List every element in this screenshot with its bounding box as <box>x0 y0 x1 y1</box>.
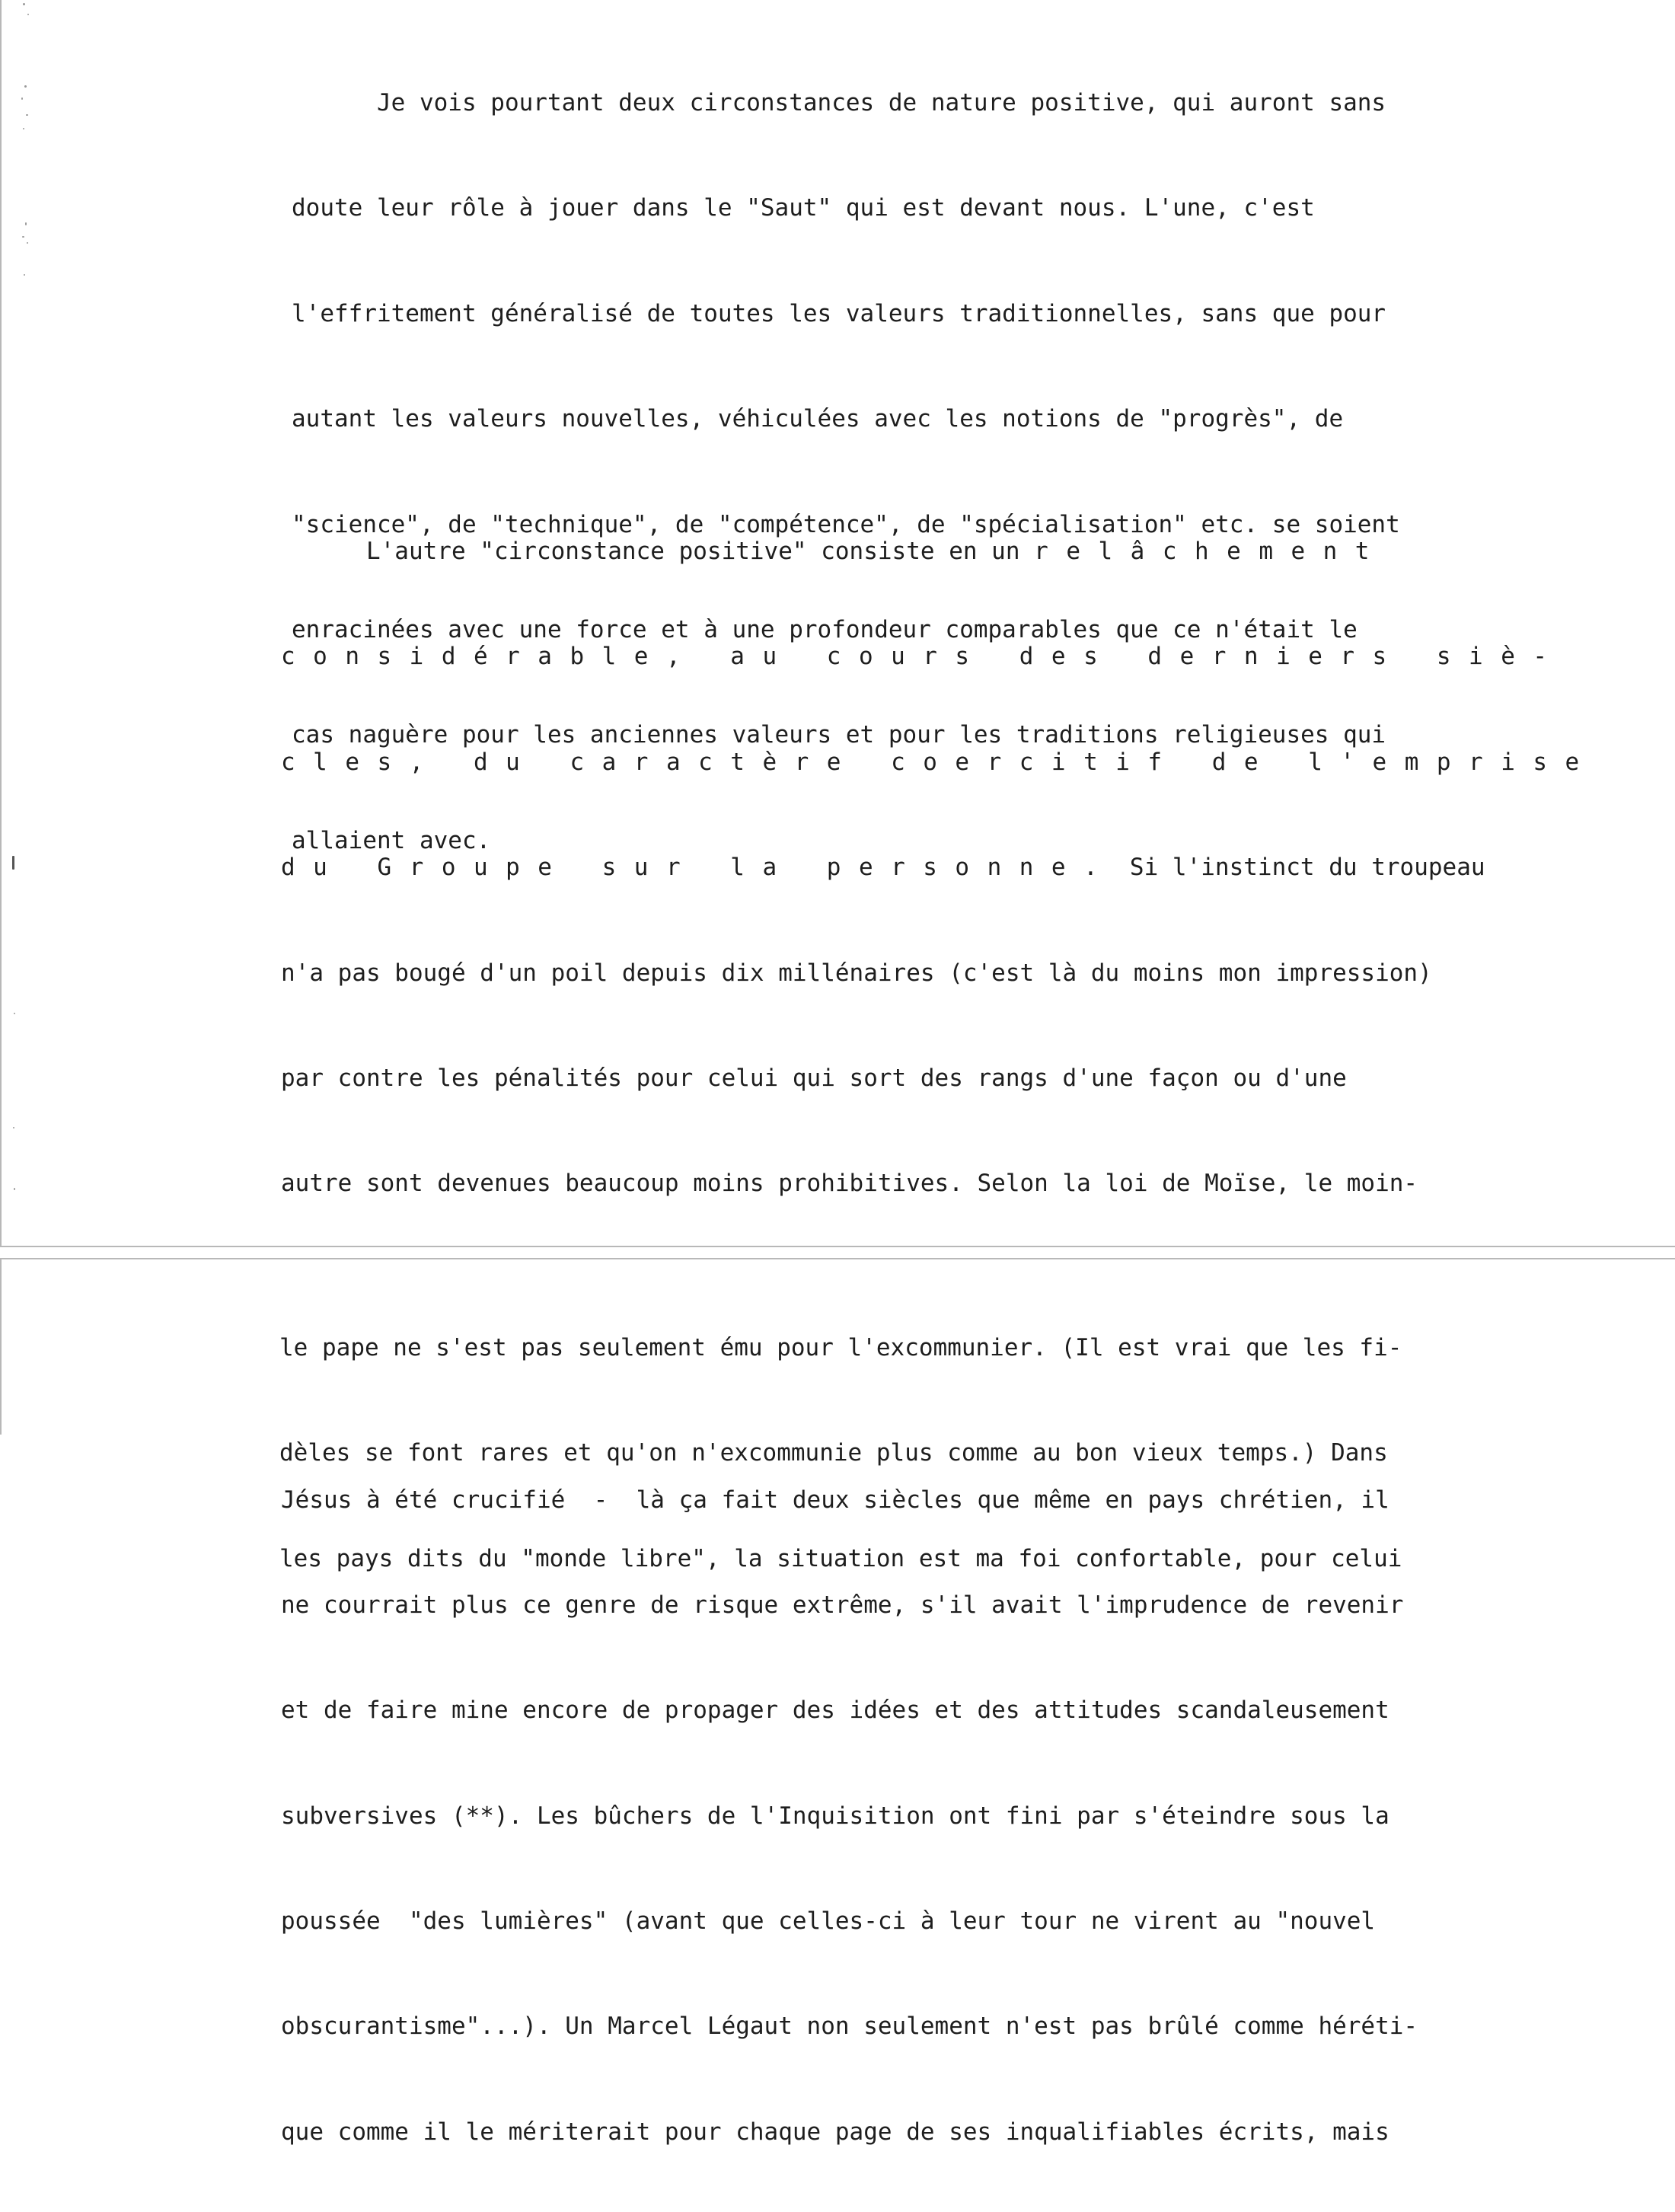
scan-speck <box>24 85 27 88</box>
paragraph-3 <box>279 1268 1402 1611</box>
letterspaced-emphasis: relâchement <box>1034 538 1387 565</box>
text-line: subversives (**). Les bûchers de l'Inquisition ont fini par s'éteindre sous la <box>281 1802 1389 1830</box>
text-line: l'effritement généralisé de toutes les valeurs traditionnelles, sans que pour <box>292 299 1386 327</box>
text-line: par contre les pénalités pour celui qui sort des rangs d'une façon ou d'une <box>281 1064 1347 1092</box>
scan-speck <box>14 1188 15 1190</box>
scan-speck <box>12 856 14 870</box>
scan-speck <box>23 128 24 129</box>
line-rest: Si l'instinct du troupeau <box>1115 854 1485 882</box>
text-line: cas naguère pour les anciennes valeurs et pour les traditions religieuses qui <box>292 721 1386 749</box>
text-line <box>281 842 1597 892</box>
text-line: Jésus à été crucifié - là ça fait deux siècles que même en pays chrétien, il <box>281 1486 1389 1514</box>
scan-speck <box>13 1127 14 1128</box>
scan-speck <box>27 14 29 15</box>
text-line: le pape ne s'est pas seulement ému pour l'excommunier. (Il est vrai que les fi- <box>279 1334 1402 1361</box>
text-line: obscurantisme"...). Un Marcel Légaut non seulement n'est pas brûlé comme héréti- <box>281 2013 1418 2041</box>
scan-speck <box>24 274 25 276</box>
text-line: n'a pas bougé d'un poil depuis dix millénaires (c'est là du moins mon impression) <box>281 959 1432 987</box>
text-line: poussée "des lumières" (avant que celles-ci à leur tour ne virent au "nouvel <box>281 1907 1376 1936</box>
text-line: que comme il le mériterait pour chaque page de ses inqualifiables écrits, mais <box>281 2118 1389 2146</box>
text-line: "science", de "technique", de "compétence", de "spécialisation" etc. se soient <box>292 510 1400 538</box>
text-line: enracinées avec une force et à une profondeur comparables que ce n'était le <box>292 615 1358 643</box>
text-line: Je vois pourtant deux circonstances de nature positive, qui auront sans <box>292 89 1386 117</box>
text-line: les pays dits du "monde libre", la situation est ma foi confortable, pour celui <box>279 1544 1402 1572</box>
margin-scan-specks <box>18 0 41 1218</box>
text-line: ne courrait plus ce genre de risque extrême, s'il avait l'imprudence de revenir <box>281 1591 1404 1619</box>
letterspaced-emphasis: cles, du caractère coercitif de l'emprise <box>281 748 1597 776</box>
text-line: allaient avec. <box>292 826 491 854</box>
scan-speck <box>25 222 27 225</box>
text-line: autre sont devenues beaucoup moins prohibitives. Selon la loi de Moïse, le moin- <box>281 1170 1418 1198</box>
text-line: et de faire mine encore de propager des idées et des attitudes scandaleusement <box>281 1697 1389 1725</box>
scan-speck <box>14 1013 15 1014</box>
text-line: doute leur rôle à jouer dans le "Saut" qui est devant nous. L'une, c'est <box>292 194 1315 222</box>
letterspaced-emphasis: considérable, au cours des derniers siè- <box>281 643 1565 671</box>
scan-speck <box>23 3 25 5</box>
scan-speck <box>27 242 28 244</box>
scan-speck <box>26 114 28 116</box>
scan-speck <box>21 97 23 100</box>
line-prefix: L'autre "circonstance positive" consiste en un <box>281 538 1035 565</box>
text-line: dèles se font rares et qu'on n'excommunie plus comme au bon vieux temps.) Dans <box>279 1439 1388 1467</box>
scan-speck <box>22 236 24 238</box>
text-line: autant les valeurs nouvelles, véhiculées avec les notions de "progrès", de <box>292 405 1344 433</box>
text-line <box>281 526 1597 576</box>
letterspaced-emphasis: du Groupe sur la personne. <box>281 854 1116 882</box>
